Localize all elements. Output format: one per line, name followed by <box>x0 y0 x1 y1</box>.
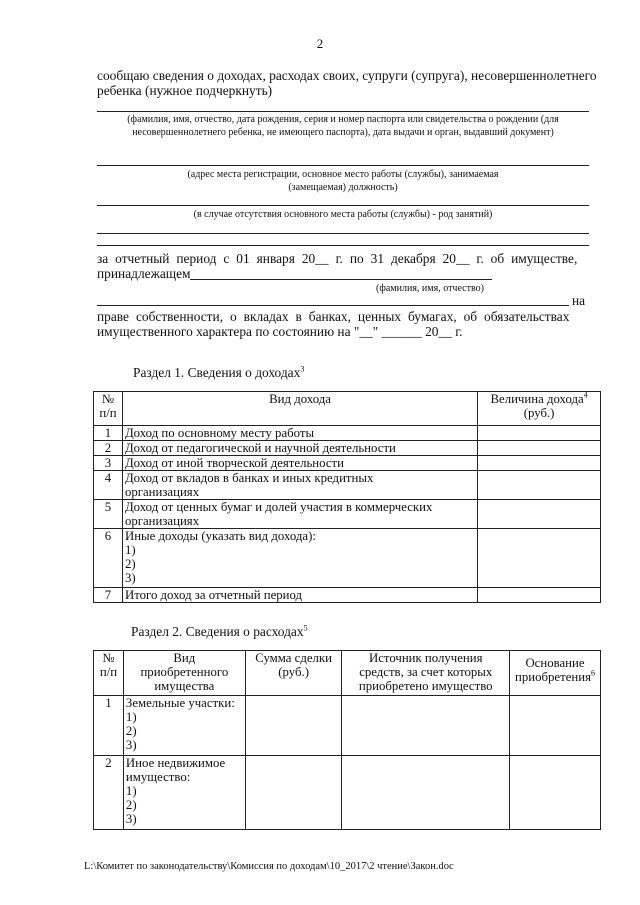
fill-line-2 <box>97 165 589 166</box>
income-row-7-text: Итого доход за отчетный период <box>122 588 477 603</box>
intro-text <box>97 68 597 98</box>
expense-row-2-line-4: 2) <box>125 798 137 812</box>
caption-2b: (замещаемая) должность) <box>288 182 398 193</box>
expense-row-1-sum[interactable] <box>245 696 342 756</box>
expense-row-1-basis[interactable] <box>510 696 601 756</box>
expense-head-source-3: приобретено имущество <box>358 679 493 693</box>
income-head-value-sup: 4 <box>583 390 588 400</box>
fill-line-5 <box>97 245 589 246</box>
expense-head-kind <box>123 651 245 696</box>
income-row-1-num: 1 <box>94 426 123 441</box>
income-row-5-num: 5 <box>94 500 123 529</box>
income-head-type: Вид дохода <box>122 392 477 426</box>
expense-row-2-line-3: 1) <box>125 784 137 798</box>
expense-head-num-a: № <box>102 651 115 665</box>
fill-line-6 <box>97 305 569 306</box>
income-row-6-num: 6 <box>94 529 123 588</box>
expense-row-2-source[interactable] <box>342 756 510 830</box>
period-line-1 <box>97 251 589 266</box>
section1-title-text: Раздел 1. Сведения о доходах <box>133 365 301 380</box>
expense-head-sum-1: Сумма сделки <box>255 651 332 665</box>
income-row-5-line-1: Доход от ценных бумаг и долей участия в коммерческих <box>124 500 433 514</box>
fill-line-3 <box>97 205 589 206</box>
expense-head-basis <box>510 651 601 696</box>
fill-line-4 <box>97 233 589 234</box>
table-row <box>94 456 601 471</box>
income-head-num <box>94 392 123 426</box>
income-head-value-a: Величина дохода <box>490 392 584 406</box>
income-row-4-line-2: организациях <box>124 485 200 499</box>
table-row <box>94 588 601 603</box>
income-row-7-value[interactable] <box>478 588 601 603</box>
expense-head-source-2: средств, за счет которых <box>359 665 493 679</box>
expense-row-2-num: 2 <box>94 756 124 830</box>
caption-3: (в случае отсутствия основного места работы (службы) - род занятий) <box>193 209 493 220</box>
income-head-num-a: № <box>101 392 115 406</box>
income-row-7-num: 7 <box>94 588 123 603</box>
fill-line-1 <box>97 111 589 112</box>
income-row-4-text <box>122 471 477 500</box>
expense-head-num-b: п/п <box>99 665 118 679</box>
income-row-6-sub-2: 2) <box>124 557 136 571</box>
period-line-4: имущественного характера по состоянию на "__" ______ 20__ г. <box>97 324 463 339</box>
expense-row-2-line-2: имущество: <box>125 770 191 784</box>
expense-head-source <box>342 651 510 696</box>
expense-row-1-line-4: 3) <box>125 738 137 752</box>
income-row-5-value[interactable] <box>478 500 601 529</box>
expense-row-1-text <box>123 696 245 756</box>
income-row-6-sub-3: 3) <box>124 571 136 585</box>
page-number: 2 <box>316 36 324 51</box>
table-row <box>94 471 601 500</box>
caption-2a: (адрес места регистрации, основное место работы (службы), занимаемая <box>187 169 499 180</box>
expense-head-num <box>94 651 124 696</box>
income-row-3-text: Доход от иной творческой деятельности <box>122 456 477 471</box>
period-na: на <box>572 293 586 308</box>
caption-1 <box>97 113 589 139</box>
period-line-2: принадлежащем <box>97 266 191 281</box>
expense-head-source-1: Источник получения <box>368 651 483 665</box>
expense-head-basis-a: Основание <box>525 656 585 670</box>
expense-head-sum-2: (руб.) <box>278 665 309 679</box>
intro-line-1: сообщаю сведения о доходах, расходах своих, супруги (супруга), несовершеннолетнего <box>97 68 597 83</box>
expense-row-1-line-3: 2) <box>125 724 137 738</box>
footer-file-path: L:\Комитет по законодательству\Комиссия по доходам\10_2017\2 чтение\Закон.doc <box>84 861 454 872</box>
table-row <box>94 426 601 441</box>
expense-row-1-line-1: Земельные участки: <box>125 696 235 710</box>
expense-head-kind-1: Вид <box>173 651 196 665</box>
income-row-6-text <box>122 529 477 588</box>
income-row-5-text <box>122 500 477 529</box>
income-head-num-b: п/п <box>99 406 117 420</box>
income-row-6-value[interactable] <box>478 529 601 588</box>
caption-1b: несовершеннолетнего ребенка, не имеющего паспорта), дата выдачи и орган, выдавший документ) <box>132 127 554 138</box>
caption-2 <box>97 168 589 194</box>
expense-row-2-line-1: Иное недвижимое <box>125 756 226 770</box>
expense-row-2-sum[interactable] <box>245 756 342 830</box>
caption-4: (фамилия, имя, отчество) <box>376 283 484 294</box>
owner-fill-line <box>190 279 492 280</box>
income-row-1-value[interactable] <box>478 426 601 441</box>
expense-head-basis-b: приобретения <box>515 670 591 684</box>
income-row-6-line-1: Иные доходы (указать вид дохода): <box>124 529 316 543</box>
caption-1a: (фамилия, имя, отчество, дата рождения, серия и номер паспорта или свидетельства о рождении (для <box>127 114 559 125</box>
section2-title-sup: 5 <box>303 623 308 633</box>
expense-head-basis-sup: 6 <box>590 668 595 678</box>
table-row <box>94 500 601 529</box>
income-row-4-line-1: Доход от вкладов в банках и иных кредитных <box>124 471 374 485</box>
income-row-4-value[interactable] <box>478 471 601 500</box>
income-row-2-num: 2 <box>94 441 123 456</box>
income-row-6-sub-1: 1) <box>124 543 136 557</box>
income-header-row <box>94 392 601 426</box>
income-row-2-value[interactable] <box>478 441 601 456</box>
table-row <box>94 529 601 588</box>
expense-table <box>93 650 601 830</box>
table-row <box>94 696 601 756</box>
expense-head-kind-3: имущества <box>154 679 215 693</box>
period-text-1: за отчетный период с 01 января 20__ г. по 31 декабря 20__ г. об имуществе, <box>97 251 578 266</box>
expense-row-2-line-5: 3) <box>125 812 137 826</box>
income-head-value-b: (руб.) <box>523 406 555 420</box>
section1-title-sup: 3 <box>300 364 305 374</box>
expense-row-1-source[interactable] <box>342 696 510 756</box>
period-text-3: праве собственности, о вкладах в банках, ценных бумагах, об обязательствах <box>97 309 570 324</box>
income-row-3-value[interactable] <box>478 456 601 471</box>
income-row-3-num: 3 <box>94 456 123 471</box>
intro-line-2: ребенка (нужное подчеркнуть) <box>97 83 273 98</box>
expense-row-1-line-2: 1) <box>125 710 137 724</box>
expense-row-1-num: 1 <box>94 696 124 756</box>
table-row <box>94 756 601 830</box>
income-row-1-text: Доход по основному месту работы <box>122 426 477 441</box>
expense-row-2-text <box>123 756 245 830</box>
expense-header-row <box>94 651 601 696</box>
expense-head-kind-2: приобретенного <box>140 665 229 679</box>
period-line-3 <box>97 309 589 324</box>
income-row-2-text: Доход от педагогической и научной деятельности <box>122 441 477 456</box>
section2-title <box>131 624 308 639</box>
income-table <box>93 391 601 603</box>
section1-title <box>133 365 304 380</box>
table-row <box>94 441 601 456</box>
expense-head-sum <box>245 651 342 696</box>
section2-title-text: Раздел 2. Сведения о расходах <box>131 624 304 639</box>
income-row-5-line-2: организациях <box>124 514 200 528</box>
income-row-4-num: 4 <box>94 471 123 500</box>
income-head-value <box>478 392 601 426</box>
expense-row-2-basis[interactable] <box>510 756 601 830</box>
